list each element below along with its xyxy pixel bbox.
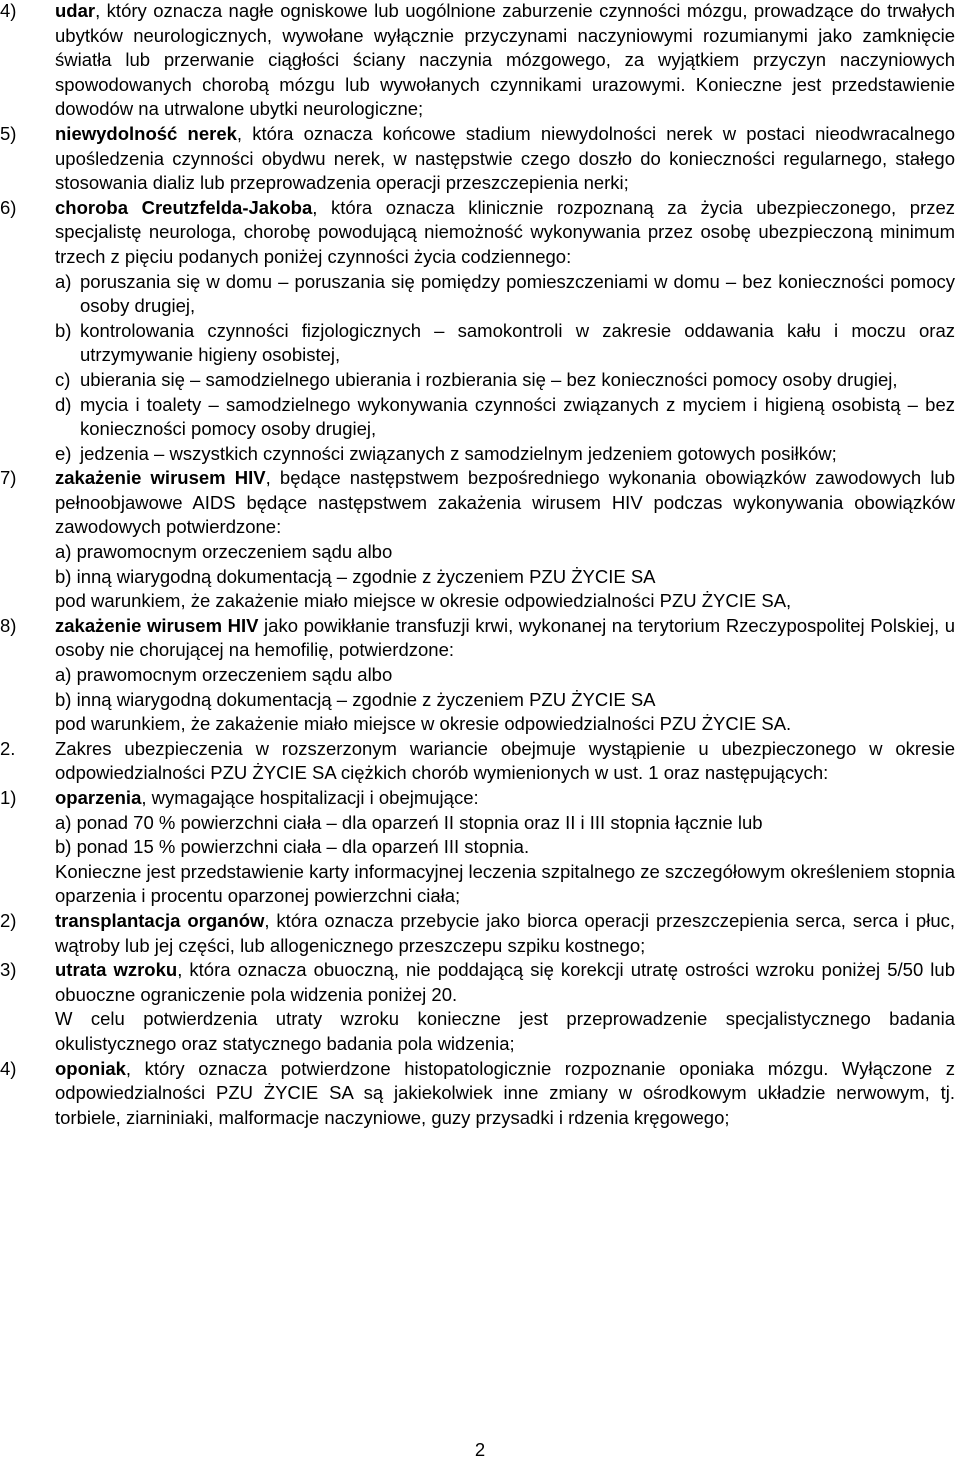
item-continuation [0, 565, 955, 590]
item-number: 7) [0, 467, 17, 489]
item-text: mycia i toalety – samodzielnego wykonywania czynności związanych z myciem i higieną osobistą – bez konieczności pomocy osoby drugiej, [80, 393, 955, 440]
term-bold: zakażenie wirusem HIV [55, 614, 259, 636]
item-number: c) [55, 368, 71, 390]
lettered-subitem [0, 442, 955, 467]
item-continuation [0, 663, 955, 688]
numbered-item [0, 786, 955, 811]
term-bold: oparzenia [55, 787, 142, 808]
item-text: , który oznacza nagłe ogniskowe lub uogólnione zaburzenie czynności mózgu, prowadzące do trwałych ubytków neurologicznych, wywołane wyłącznie przyczynami naczyniowymi rozumianymi jako zamknięcie światła lub przerwanie ciągłości ściany naczynia mózgowego, za wyjątkiem przyczyn naczyniowych spowodowanych chorobą mózgu lub wywołanych czynnikami urazowymi. Konieczne jest przedstawienie dowodów na utrwalone ubytki neurologiczne; [55, 0, 955, 120]
item-text: a) prawomocnym orzeczeniem sądu albo [55, 664, 393, 686]
item-text: , który oznacza potwierdzone histopatologicznie rozpoznanie oponiaka mózgu. Wyłączone z odpowiedzialności PZU ŻYCIE SA są jakiekolwiek inne zmiany w ośrodkowym układzie nerwowym, tj. torbiele, ziarniniaki, malformacje naczyniowe, guzy przysadki i rdzenia kręgowego; [55, 1057, 955, 1128]
item-text: Zakres ubezpieczenia w rozszerzonym wariancie obejmuje wystąpienie u ubezpieczonego w okresie odpowiedzialności PZU ŻYCIE SA ciężkich chorób wymienionych w ust. 1 oraz następujących: [55, 737, 955, 784]
item-text: jedzenia – wszystkich czynności związanych z samodzielnym jedzeniem gotowych posiłków; [80, 442, 837, 464]
item-number: a) [55, 270, 72, 292]
numbered-item [0, 0, 955, 122]
numbered-item [0, 614, 955, 663]
item-text: b) ponad 15 % powierzchni ciała – dla oparzeń III stopnia. [55, 836, 530, 858]
term-bold: oponiak [55, 1057, 126, 1079]
item-continuation [0, 712, 955, 737]
item-text: , która oznacza obuoczną, nie poddającą się korekcji utratę ostrości wzroku poniżej 5/50 lub obuoczne ograniczenie pola widzenia poniżej 20. [55, 959, 955, 1005]
item-continuation [0, 835, 955, 860]
item-number: 3) [0, 959, 17, 981]
term-bold: zakażenie wirusem HIV [55, 467, 266, 489]
item-number: 8) [0, 614, 17, 636]
item-text: pod warunkiem, że zakażenie miało miejsce w okresie odpowiedzialności PZU ŻYCIE SA. [55, 713, 792, 735]
item-text: , która oznacza końcowe stadium niewydolności nerek w postaci nieodwracalnego upośledzenia czynności obydwu nerek, w następstwie czego doszło do konieczności regularnego, stałego stosowania dializ lub przeprowadzenia operacji przeszczepienia nerki; [55, 122, 955, 194]
lettered-subitem [0, 270, 955, 319]
numbered-item [0, 958, 955, 1007]
item-continuation [0, 688, 955, 713]
lettered-subitem [0, 319, 955, 368]
item-number: 4) [0, 1057, 17, 1079]
item-text: pod warunkiem, że zakażenie miało miejsce w okresie odpowiedzialności PZU ŻYCIE SA, [55, 590, 792, 612]
numbered-item [0, 122, 955, 196]
item-text: jako powikłanie transfuzji krwi, wykonanej na terytorium Rzeczypospolitej Polskiej, u osoby nie chorującej na hemofilię, potwierdzone: [55, 614, 955, 661]
term-bold: niewydolność nerek [55, 122, 237, 144]
numbered-item [0, 466, 955, 540]
item-number: b) [55, 319, 72, 341]
item-number: 6) [0, 196, 17, 218]
item-continuation [0, 540, 955, 565]
item-text: a) prawomocnym orzeczeniem sądu albo [55, 541, 393, 563]
term-bold: transplantacja organów [55, 909, 265, 931]
item-continuation [0, 860, 955, 909]
item-number: 4) [0, 0, 17, 21]
section-paragraph [0, 737, 955, 786]
page-number: 2 [474, 1439, 486, 1460]
numbered-item [0, 196, 955, 270]
item-number: d) [55, 393, 72, 415]
item-number: 2. [0, 737, 16, 759]
numbered-item [0, 1057, 955, 1131]
item-text: a) ponad 70 % powierzchni ciała – dla oparzeń II stopnia oraz II i III stopnia łącznie lub [55, 811, 763, 833]
item-number: 2) [0, 909, 17, 931]
item-continuation [0, 589, 955, 614]
item-continuation [0, 1007, 955, 1056]
item-text: poruszania się w domu – poruszania się pomiędzy pomieszczeniami w domu – bez konieczności pomocy osoby drugiej, [80, 270, 955, 317]
term-bold: utrata wzroku [55, 959, 178, 981]
item-number: e) [55, 442, 72, 464]
item-text: b) inną wiarygodną dokumentacją – zgodnie z życzeniem PZU ŻYCIE SA [55, 688, 656, 710]
item-text: b) inną wiarygodną dokumentacją – zgodnie z życzeniem PZU ŻYCIE SA [55, 565, 656, 587]
item-text: , która oznacza klinicznie rozpoznaną za życia ubezpieczonego, przez specjalistę neurologa, chorobę powodującą niemożność wykonywania przez osobę ubezpieczoną minimum trzech z pięciu podanych poniżej czynności życia codziennego: [55, 196, 955, 267]
lettered-subitem [0, 393, 955, 442]
item-text: , wymagające hospitalizacji i obejmujące: [141, 787, 479, 808]
item-number: 1) [0, 787, 17, 808]
item-text: W celu potwierdzenia utraty wzroku konieczne jest przeprowadzenie specjalistycznego badania okulistycznego oraz statycznego badania pola widzenia; [55, 1008, 955, 1054]
item-text: Konieczne jest przedstawienie karty informacyjnej leczenia szpitalnego ze szczegółowym określeniem stopnia oparzenia i procentu oparzonej powierzchni ciała; [55, 860, 955, 907]
item-continuation [0, 811, 955, 836]
term-bold: choroba Creutzfelda-Jakoba [55, 196, 313, 218]
term-bold: udar [55, 0, 96, 21]
item-text: , która oznacza przebycie jako biorca operacji przeszczepienia serca, serca i płuc, wątroby lub jej części, lub allogenicznego przeszczepu szpiku kostnego; [55, 909, 955, 956]
item-text: , będące następstwem bezpośredniego wykonania obowiązków zawodowych lub pełnoobjawowe AIDS będące następstwem zakażenia wirusem HIV podczas wykonywania obowiązków zawodowych potwierdzone: [55, 467, 956, 538]
lettered-subitem [0, 368, 955, 393]
numbered-item [0, 909, 955, 958]
item-number: 5) [0, 122, 17, 144]
item-text: kontrolowania czynności fizjologicznych – samokontroli w zakresie oddawania kału i moczu oraz utrzymywanie higieny osobistej, [80, 319, 955, 366]
item-text: ubierania się – samodzielnego ubierania i rozbierania się – bez konieczności pomocy osoby drugiej, [80, 368, 898, 390]
